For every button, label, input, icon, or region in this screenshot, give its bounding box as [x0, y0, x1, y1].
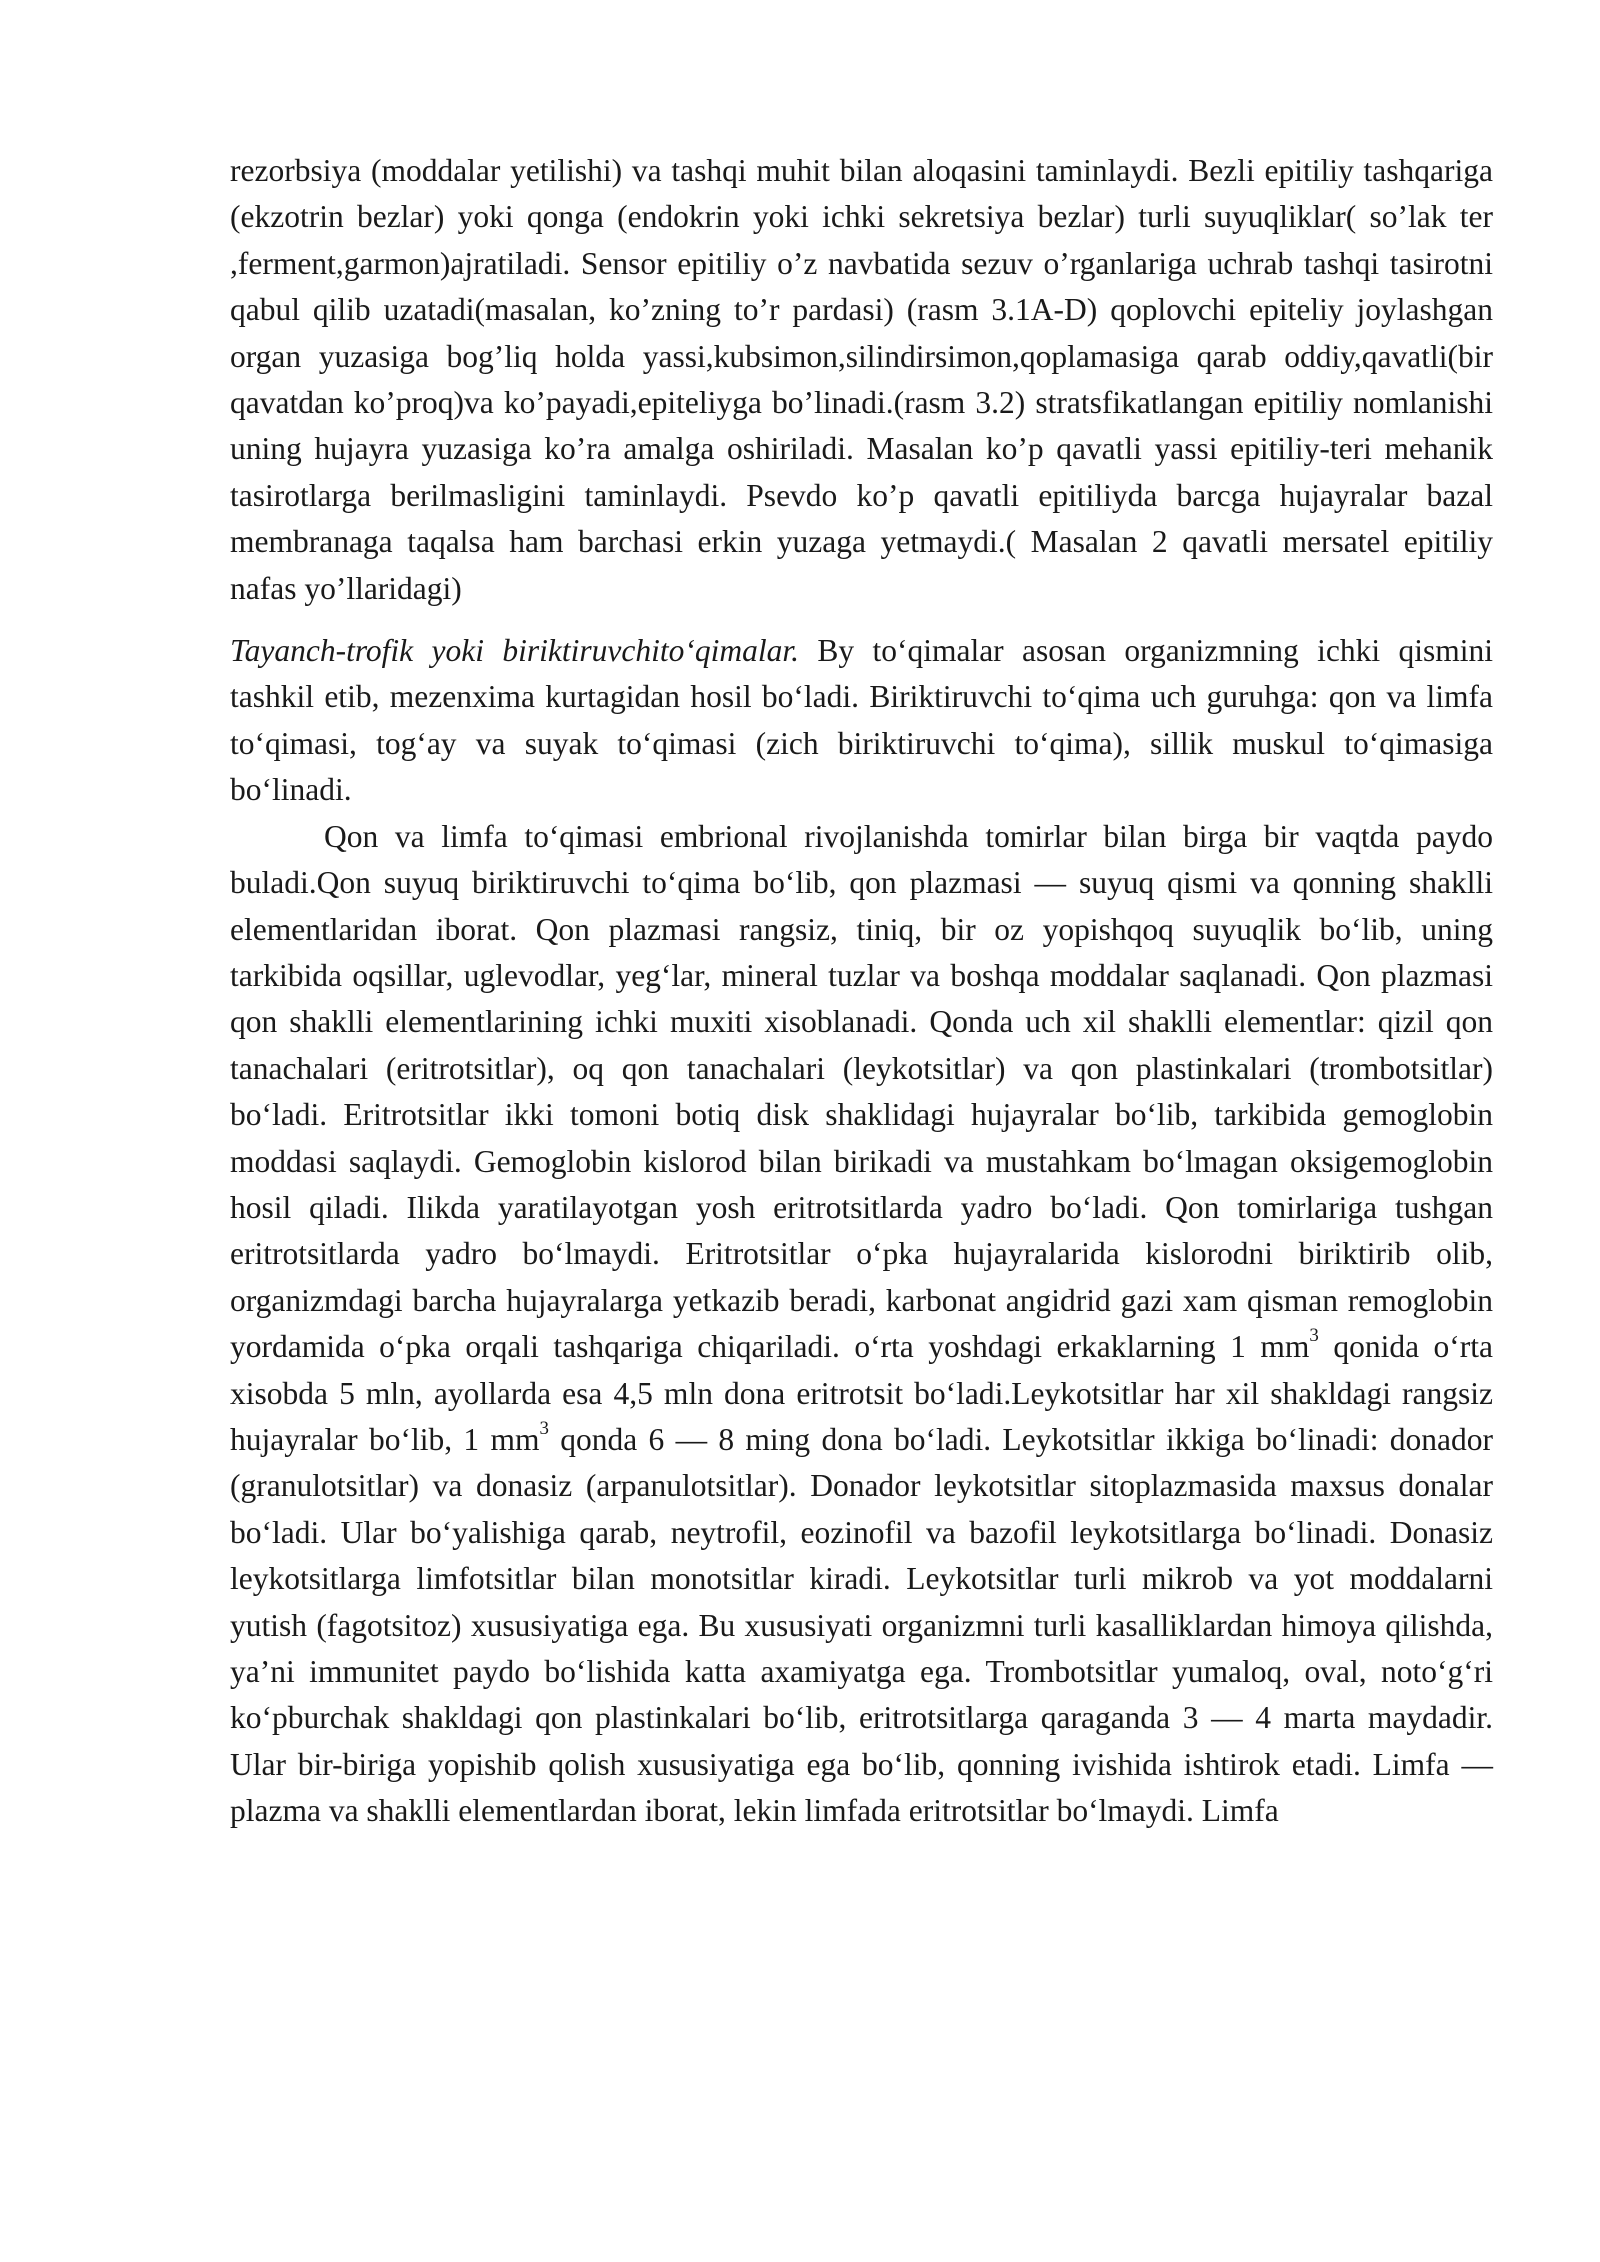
- text-run: qonida o‘rta xisobda 5 mln, ayollarda esa 4,5 mln dona eritrotsit bo‘ladi.Leykotsitlar har xil shakldagi rangsiz hujayralar bo‘lib, 1 mm: [230, 1329, 1494, 1457]
- paragraph-connective-tissue: [230, 628, 1493, 814]
- section-term: Tayanch-trofik yoki biriktiruvchito‘qimalar.: [230, 633, 799, 669]
- paragraph-connective-tissue-body: By to‘qimalar asosan organizmning ichki qismini tashkil etib, mezenxima kurtagidan hosil bo‘ladi. Biriktiruvchi to‘qima uch guruhga: qon va limfa to‘qimasi, tog‘ay va suyak to‘qimasi (zich biriktiruvchi to‘qima), sillik muskul to‘qimasiga bo‘linadi.: [230, 633, 1493, 808]
- text-run: qonda 6 — 8 ming dona bo‘ladi. Leykotsitlar ikkiga bo‘linadi: donador (granulotsitlar) va donasiz (arpanulotsitlar). Donador leykotsitlar sitoplazmasida maxsus donalar bo‘ladi. Ular bo‘yalishiga qarab, neytrofil, eozinofil va bazofil leykotsitlarga bo‘linadi. Donasiz leykotsitlarga limfotsitlar bilan monotsitlar kiradi. Leykotsitlar turli mikrob va yot moddalarni yutish (fagotsitoz) xususiyatiga ega. Bu xususiyati organizmni turli kasalliklardan himoya qilishda, ya’ni immunitet paydo bo‘lishida katta axamiyatga ega. Trombotsitlar yumaloq, oval, noto‘g‘ri ko‘pburchak shakldagi qon plastinkalari bo‘lib, eritrotsitlarga qaraganda 3 — 4 marta maydadir. Ular bir-biriga yopishib qolish xususiyatiga ega bo‘lib, qonning ivishida ishtirok etadi. Limfa — plazma va shaklli elementlardan iborat, lekin limfada eritrotsitlar bo‘lmaydi. Limfa: [230, 1421, 1493, 1829]
- superscript: 3: [539, 1417, 549, 1439]
- paragraph-blood-lymph: [230, 814, 1493, 1835]
- text-run: Qon va limfa to‘qimasi embrional rivojlanishda tomirlar bilan birga bir vaqtda paydo buladi.Qon suyuq biriktiruvchi to‘qima bo‘lib, qon plazmasi — suyuq qismi va qonning shaklli elementlaridan iborat. Qon plazmasi rangsiz, tiniq, bir oz yopishqoq suyuqlik bo‘lib, uning tarkibida oqsillar, uglevodlar, yeg‘lar, mineral tuzlar va boshqa moddalar saqlanadi. Qon plazmasi qon shaklli elementlarining ichki muxiti xisoblanadi. Qonda uch xil shaklli elementlar: qizil qon tanachalari (eritrotsitlar), oq qon tanachalari (leykotsitlar) va qon plastinkalari (trombotsitlar) bo‘ladi. Eritrotsitlar ikki tomoni botiq disk shaklidagi hujayralar bo‘lib, tarkibida gemoglobin moddasi saqlaydi. Gemoglobin kislorod bilan birikadi va mustahkam bo‘lmagan oksigemoglobin hosil qiladi. Ilikda yaratilayotgan yosh eritrotsitlarda yadro bo‘ladi. Qon tomirlariga tushgan eritrotsitlarda yadro bo‘lmaydi. Eritrotsitlar o‘pka hujayralarida kislorodni biriktirib olib, organizmdagi barcha hujayralarga yetkazib beradi, karbonat angidrid gazi xam qisman remoglobin yordamida o‘pka orqali tashqariga chiqariladi. o‘rta yoshdagi erkaklarning 1 mm: [230, 818, 1493, 1365]
- paragraph-epithelium: rezorbsiya (moddalar yetilishi) va tashqi muhit bilan aloqasini taminlaydi. Bezli epitiliy tashqariga (ekzotrin bezlar) yoki qonga (endokrin yoki ichki sekretsiya bezlar) turli suyuqliklar( so’lak ter ,ferment,garmon)ajratiladi. Sensor epitiliy o’z navbatida sezuv o’rganlariga uchrab tashqi tasirotni qabul qilib uzatadi(masalan, ko’zning to’r pardasi) (rasm 3.1A-D) qoplovchi epiteliy joylashgan organ yuzasiga bog’liq holda yassi,kubsimon,silindirsimon,qoplamasiga qarab oddiy,qavatli(bir qavatdan ko’proq)va ko’payadi,epiteliyga bo’linadi.(rasm 3.2) stratsfikatlangan epitiliy nomlanishi uning hujayra yuzasiga ko’ra amalga oshiriladi. Masalan ko’p qavatli yassi epitiliy-teri mehanik tasirotlarga berilmasligini taminlaydi. Psevdo ko’p qavatli epitiliyda barcga hujayralar bazal membranaga taqalsa ham barchasi erkin yuzaga yetmaydi.( Masalan 2 qavatli mersatel epitiliy nafas yo’llaridagi): [230, 153, 1493, 606]
- document-page: [230, 148, 1493, 1835]
- superscript: 3: [1309, 1325, 1319, 1347]
